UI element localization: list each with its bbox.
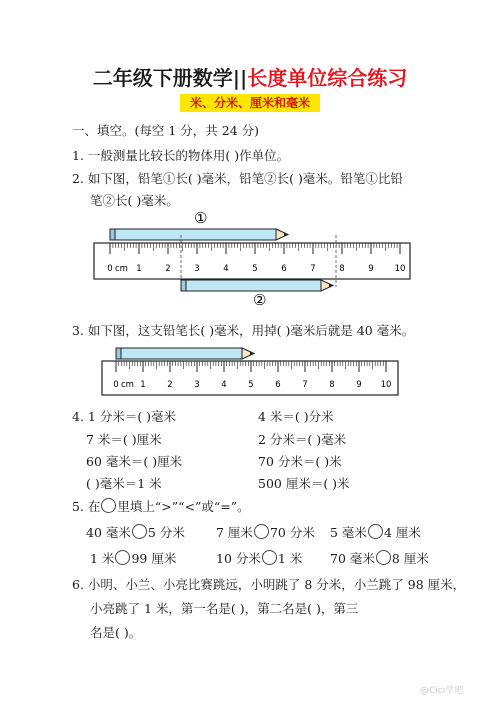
ruler-tick-label: 10: [380, 380, 392, 390]
ruler-figure-2: [96, 343, 406, 398]
pencil-1: [110, 229, 288, 240]
ruler-tick-label: 6: [281, 264, 287, 274]
ruler-tick-label: 7: [310, 264, 316, 274]
q4-item-2: 4 米＝( )分米: [258, 409, 334, 424]
q5-left: 10 分米: [216, 551, 261, 566]
ruler-tick-label: 8: [329, 380, 335, 390]
compare-circle[interactable]: [132, 524, 147, 539]
q5-right: 70 分米: [269, 525, 315, 540]
ruler-tick-label: 5: [248, 380, 254, 390]
q5-right: 1 米: [277, 551, 303, 566]
ruler-tick-label: 7: [302, 380, 308, 390]
question-5-instruction: [72, 497, 250, 515]
q5-right: 5 分米: [147, 525, 185, 540]
q5-left: 7 厘米: [216, 525, 253, 540]
ruler-tick-label: 9: [368, 264, 374, 274]
q4-item-1: 4. 1 分米＝( )毫米: [72, 409, 177, 424]
q5-compare-2: [216, 523, 315, 541]
q5-prefix: 5. 在: [72, 499, 101, 514]
title-topic: 长度单位综合练习: [247, 66, 408, 90]
ruler-tick-label: 6: [275, 380, 281, 390]
ruler-figure-1: [88, 205, 416, 305]
circle-blank-icon: [101, 498, 116, 513]
ruler-tick-label: 3: [194, 264, 200, 274]
q4-item-5: 60 毫米＝( )厘米: [86, 454, 183, 469]
q5-left: 40 毫米: [86, 525, 131, 540]
compare-circle[interactable]: [254, 524, 269, 539]
pencil-1-label: ①: [194, 209, 208, 227]
question-1: 1. 一般测量比较长的物体用( )作单位。: [72, 148, 290, 163]
pencil-3: [116, 348, 254, 359]
pencil-2-label: ②: [253, 291, 267, 305]
question-2-line1: 2. 如下图，铅笔①长( )毫米，铅笔②长( )毫米。铅笔①比铅: [72, 171, 403, 186]
ruler-tick-label: 2: [167, 380, 173, 390]
compare-circle[interactable]: [115, 550, 130, 565]
watermark: @Cici学吧: [420, 686, 464, 696]
question-3: 3. 如下图，这支铅笔长( )毫米，用掉( )毫米后就是 40 毫米。: [72, 323, 415, 338]
q5-compare-1: [86, 523, 185, 541]
question-6-line3: 名是( )。: [90, 625, 142, 640]
q5-compare-4: [90, 549, 176, 567]
title-main: 二年级下册数学: [92, 66, 233, 90]
question-6-line2: 小亮跳了 1 米，第一名是( )，第二名是( )，第三: [90, 601, 359, 616]
q5-suffix: 里填上“>”“<”或“=”。: [117, 499, 250, 514]
q4-item-6: 70 分米＝( )米: [258, 454, 342, 469]
subtitle-banner: 米、分米、厘米和毫米: [180, 94, 320, 112]
q4-item-7: ( )毫米＝1 米: [86, 476, 162, 491]
q5-left: 70 毫米: [330, 551, 375, 566]
ruler-tick-label: 2: [165, 264, 171, 274]
q5-left: 1 米: [90, 551, 115, 566]
page-title: [0, 62, 500, 91]
ruler-tick-label: 5: [252, 264, 258, 274]
ruler-tick-label: 9: [356, 380, 362, 390]
q5-right: 99 厘米: [131, 551, 177, 566]
q4-item-3: 7 米＝( )厘米: [86, 432, 162, 447]
ruler-tick-label: 0: [113, 380, 119, 390]
ruler-tick-label: 8: [339, 264, 345, 274]
ruler-tick-label: 0: [107, 264, 113, 274]
q5-right: 8 厘米: [391, 551, 429, 566]
compare-circle[interactable]: [368, 524, 383, 539]
q4-item-4: 2 分米＝( )毫米: [258, 432, 347, 447]
title-separator: ||: [232, 66, 248, 90]
q5-right: 4 厘米: [383, 525, 421, 540]
ruler-1: [94, 243, 410, 279]
ruler-tick-label: 3: [194, 380, 200, 390]
ruler-unit-label: cm: [121, 380, 134, 390]
q5-compare-5: [216, 549, 302, 567]
section-heading: 一、填空。(每空 1 分，共 24 分): [72, 123, 260, 138]
q5-compare-6: [330, 549, 429, 567]
ruler-tick-label: 10: [394, 264, 406, 274]
ruler-unit-label: cm: [115, 264, 128, 274]
compare-circle[interactable]: [262, 550, 277, 565]
ruler-tick-label: 1: [140, 380, 146, 390]
q5-left: 5 毫米: [330, 525, 367, 540]
q4-item-8: 500 厘米＝( )米: [258, 476, 350, 491]
question-2-line2: 笔②长( )毫米。: [90, 193, 179, 208]
q5-compare-3: [330, 523, 421, 541]
compare-circle[interactable]: [376, 550, 391, 565]
ruler-tick-label: 4: [221, 380, 227, 390]
ruler-tick-label: 1: [136, 264, 142, 274]
ruler-2: [102, 361, 398, 395]
question-6-line1: 6. 小明、小兰、小亮比赛跳远，小明跳了 8 分米，小兰跳了 98 厘米，: [72, 577, 466, 592]
ruler-tick-label: 4: [223, 264, 229, 274]
pencil-2: [181, 280, 333, 291]
